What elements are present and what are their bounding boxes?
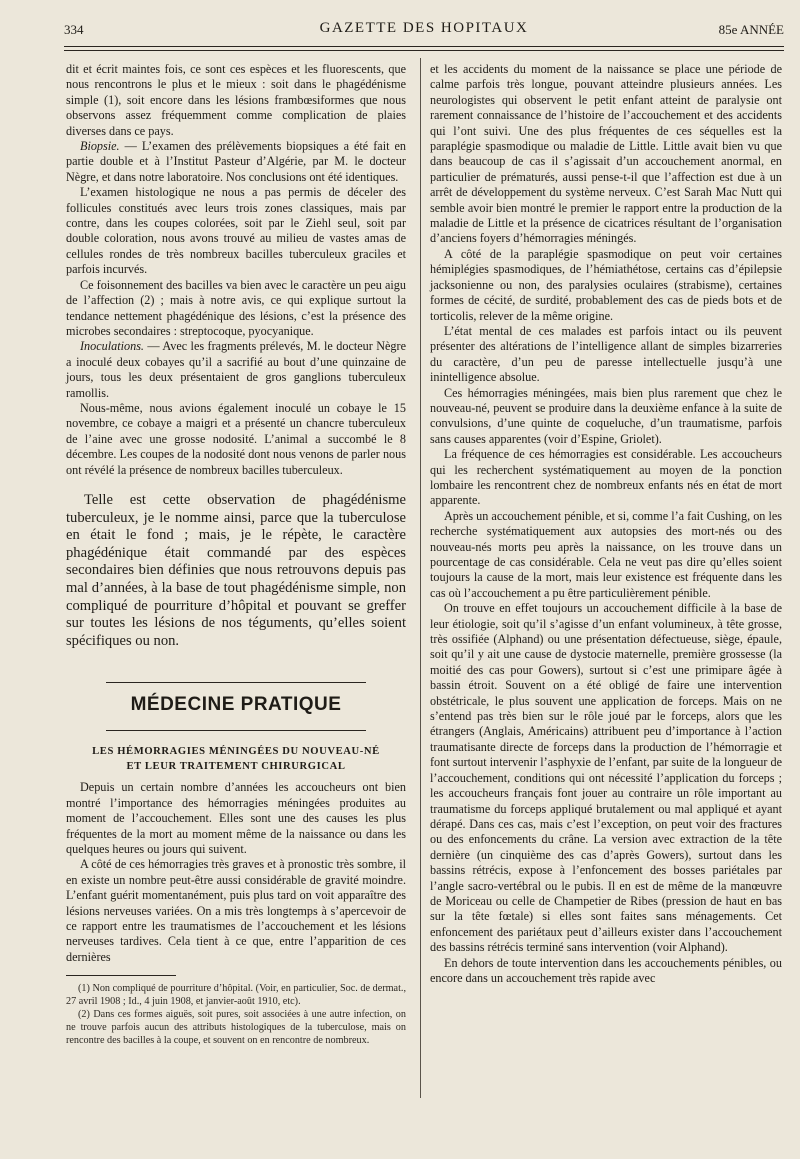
paragraph-body: — L’examen des prélèvements biopsiques a été fait en partie double et à l’Institut Pasteur d’Algérie, par M. le docteur Nègre, et dans notre laboratoire. Nos conclusions ont été identiques. xyxy=(66,139,406,184)
paragraph: dit et écrit maintes fois, ce sont ces espèces et les fluorescents, que nous rencontrons le plus et le mieux : soit dans le phagédénisme simple (1), soit encore dans les lésions frambœsiformes que nous observons assez fréquemment comme complication de plaies diverses dans ce pays. xyxy=(66,62,406,138)
column-divider xyxy=(420,58,421,1098)
paragraph: et les accidents du moment de la naissance se place une période de calme parfois très longue, pouvant atteindre plusieurs années. Les neurologistes qui observent le petit enfant atteint de paralysie ont rarement connaissance de l’histoire de l’accouchement et des accidents qui l’ont suivi. Une des plus fréquentes de ces séquelles est la paraplégie spasmodique ou maladie de Little. Little avait bien vu que dans beaucoup de cas il s’agissait d’un accouchement anormal, en particulier de prématurés, aussi pense-t-il que l’affection est due à un arrêt de développement du système nerveux. C’est Sarah Mac Nutt qui semble avoir bien montré le premier le rapport entre la production de la maladie de Little et la présence de cicatrices résultant de l’organisation d’anciens foyers d’hémorragies méningés. xyxy=(430,62,782,246)
paragraph: Après un accouchement pénible, et si, comme l’a fait Cushing, on les recherche systématiquement aux autopsies des mort-nés ou des nouveau-nés morts peu après la naissance, on les trouve dans un pourcentage de cas considérable. Cela ne veut pas dire qu’elles soient toujours la cause de la mort, mais leur existence est fréquente dans les cas où l’accouchement a pu être particulièrement pénible. xyxy=(430,508,782,600)
article-title-line: ET LEUR TRAITEMENT CHIRURGICAL xyxy=(126,761,346,773)
page-header xyxy=(64,20,784,42)
paragraph: Depuis un certain nombre d’années les accoucheurs ont bien montré l’importance des hémorragies méningées produites au moment de l’accouchement. Elles sont une des causes les plus fréquentes de la mort au moment même de la naissance ou dans les quelques heures ou jours qui suivent. xyxy=(66,780,406,856)
paragraph: A côté de la paraplégie spasmodique on peut voir certaines hémiplégies spasmodiques, de l’hémiathétose, certains cas d’épilepsie jacksonienne ou non, des paralysies oculaires (strabisme), certaines formes de cécité, de surdité, probablement des cas de pieds bots et de torticolis, relever de la même origine. xyxy=(430,246,782,323)
paragraph: La fréquence de ces hémorragies est considérable. Les accoucheurs qui les recherchent systématiquement au moyen de la ponction lombaire les rencontrent chez de nombreux enfants nés en état de mort apparente. xyxy=(430,447,782,508)
section-rule-bottom xyxy=(106,730,366,731)
paragraph: On trouve en effet toujours un accouchement difficile à la base de leur étiologie, soit qu’il s’agisse d’un enfant volumineux, à tête grosse, très ossifiée (Alphand) ou une présentation défectueuse, siège, épaule, soit qu’il y ait une cause de dystocie maternelle, première grossesse (la moitié des cas pour Gowers), surtout si c’est une primipare âgée à bassin étroit. Souvent on a été obligé de faire une intervention obstétricale, le plus souvent une application de forceps. Mais on ne s’entend pas très bien sur le rôle joué par le forceps, alors que les étrangers (Anglais, Américains) attribuent peu d’importance à l’action traumatisante directe de forceps dans la production de l’hémorragie et font surtout intervenir l’asphyxie de l’enfant, par suite de la longueur de l’accouchement, conditions qui ont nécessité l’application du forceps ; les accoucheurs français font jouer au contraire un rôle important au traumatisme du forceps appliqué brutalement ou mal appliqué et ayant dérapé. Dans ces cas, mais c’est l’exception, on peut voir des fractures ou des enfoncements du crâne. La version avec extraction de la tête dernière (un cinquième des cas d’après Gowers), surtout dans les bassins rétrécis, expose à l’enfoncement des bosses pariétales par l’angle sacro-vertébral ou le pubis. Il en est de même de la manœuvre de Moriceau ou celle de Champetier de Ribes (pression de haut en bas sur la tête fœtale) si elles sont faites sans ménagements. Cet enfoncement des pariétaux peut d’ailleurs exister dans l’accouchement des bassins rétrécis terminé sans intervention (voir Alphand). xyxy=(430,601,782,955)
paragraph: Ce foisonnement des bacilles va bien avec le caractère un peu aigu de l’affection (2) ; mais à notre avis, ce qui explique surtout la tendance nettement phagédénique des lésions, c’est la présence des microbes secondaires : streptocoque, pyocyanique. xyxy=(66,277,406,338)
conclusion-paragraph: Telle est cette observation de phagédénisme tuberculeux, je le nomme ainsi, parce que la tuberculose en était le fond ; mais, je le répète, le caractère phagédénique était commandé par des espèces secondaires bien définies que nous retrouvons depuis pas mal d’années, à la base de tout phagédénisme simple, non compliqué de pourriture d’hôpital et pouvant se greffer sur toutes les lésions de nos téguments, qu’elles soient spécifiques ou non. xyxy=(66,491,406,649)
section-rule-top xyxy=(106,682,366,683)
article-title xyxy=(66,744,406,774)
paragraph: En dehors de toute intervention dans les accouchements pénibles, ou encore dans un accouchement très rapide avec xyxy=(430,955,782,985)
footnote-rule xyxy=(66,975,176,976)
paragraph-body: — Avec les fragments prélevés, M. le docteur Nègre a inoculé deux cobayes qu’il a sacrifié au bout d’une quinzaine de jours, tous les deux présentaient de gros ganglions tuberculeux ramollis. xyxy=(66,339,406,400)
footnote: (2) Dans ces formes aiguës, soit pures, soit associées à une autre infection, on ne trouve parfois aucun des attributs histologiques de la tuberculose, mais on rencontre des bacilles à la coupe, et souvent on en rencontre de nombreux. xyxy=(66,1009,406,1047)
article-title-line: LES HÉMORRAGIES MÉNINGÉES DU NOUVEAU-NÉ xyxy=(92,746,380,758)
paragraph-lead: Inoculations. xyxy=(80,339,144,354)
year-label: 85e ANNÉE xyxy=(718,22,784,37)
header-rule xyxy=(64,46,784,47)
paragraph-lead: Biopsie. xyxy=(80,139,120,154)
paragraph: L’état mental de ces malades est parfois intact ou ils peuvent présenter des altérations de l’intelligence allant de simples bizarreries du caractère, d’un peu de paresse intellectuelle jusqu’à une inintelligence absolue. xyxy=(430,323,782,385)
paragraph: Ces hémorragies méningées, mais bien plus rarement que chez le nouveau-né, peuvent se produire dans la deuxième enfance à la suite de convulsions, d’une quinte de coqueluche, d’un traumatisme, parfois sans causes apparentes (voir d’Espine, Griolet). xyxy=(430,385,782,446)
paragraph xyxy=(66,139,406,185)
paragraph: L’examen histologique ne nous a pas permis de déceler des follicules constitués avec leurs trois zones classiques, mais par contre, dans les coupes colorées, soit par le Ziehl seul, soit par double coloration, nous avons trouvé au milieu de vastes amas de cellules rondes de très nombreux bacilles tuberculeux graciles et parfois incurvés. xyxy=(66,185,406,277)
header-rule-thin xyxy=(64,50,784,51)
section-heading: MÉDECINE PRATIQUE xyxy=(130,694,342,716)
journal-title: GAZETTE DES HOPITAUX xyxy=(319,20,529,36)
right-column xyxy=(430,62,782,986)
left-column xyxy=(66,62,406,1047)
paragraph xyxy=(66,339,406,401)
page-number: 334 xyxy=(64,22,84,37)
footnote: (1) Non compliqué de pourriture d’hôpital. (Voir, en particulier, Soc. de dermat., 27 avril 1908 ; Id., 4 juin 1908, et janvier-août 1910, etc). xyxy=(66,983,406,1008)
section-heading-block xyxy=(66,676,406,736)
paragraph: Nous-même, nous avions également inoculé un cobaye le 15 novembre, ce cobaye a maigri et a présenté un chancre tuberculeux de l’aine avec une grosse nodosité. L’animal a succombé le 8 décembre. Les coupes de la nodosité dont nous venons de parler nous ont révélé la présence de nombreux bacilles tuberculeux. xyxy=(66,400,406,477)
paragraph: A côté de ces hémorragies très graves et à pronostic très sombre, il en existe un nombre peut-être aussi considérable de gravité moindre. L’enfant guérit momentanément, puis plus tard on voit apparaître des lésions nerveuses variées. On a mis très longtemps à s’apercevoir de ce rapport entre les traumatismes de l’accouchement et les lésions nerveuses tardives. Cela tient à ce que, entre l’apparition de ces dernières xyxy=(66,857,406,964)
